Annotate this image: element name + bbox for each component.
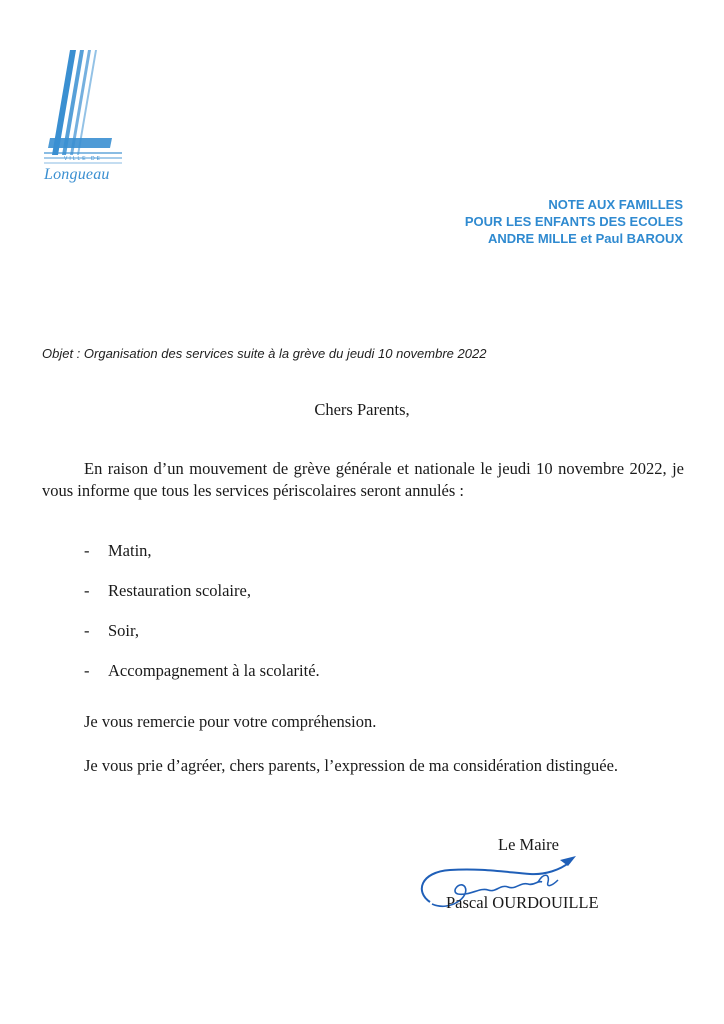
note-line: ANDRE MILLE et Paul BAROUX — [487, 231, 683, 246]
list-item: - Soir, — [84, 620, 320, 660]
list-item: - Accompagnement à la scolarité. — [84, 660, 320, 700]
letter-paragraph-3: Je vous prie d’agréer, chers parents, l’expression de ma considération distinguée. — [84, 756, 619, 775]
letter-paragraph-2: Je vous remercie pour votre compréhension. — [84, 712, 377, 731]
list-item: - Matin, — [84, 540, 320, 580]
logo-subtext: VILLE DE — [64, 156, 102, 162]
list-item-label: Matin, — [108, 541, 152, 560]
list-item-label: Restauration scolaire, — [108, 581, 251, 600]
list-item: - Restauration scolaire, — [84, 580, 320, 620]
list-item-label: Accompagnement à la scolarité. — [108, 661, 320, 680]
services-list — [84, 540, 320, 700]
letter-subject: Objet : Organisation des services suite à la grève du jeudi 10 novembre 2022 — [42, 346, 487, 361]
note-line: NOTE AUX FAMILLES — [548, 197, 683, 212]
letter-paragraph-1: En raison d’un mouvement de grève générale et nationale le jeudi 10 novembre 2022, je vous informe que tous les services périscolaires seront annulés : — [42, 459, 684, 500]
signatory-name: Pascal OURDOUILLE — [446, 893, 599, 912]
list-item-label: Soir, — [108, 621, 139, 640]
note-line: POUR LES ENFANTS DES ECOLES — [464, 214, 683, 229]
signatory-title: Le Maire — [498, 835, 559, 854]
note-header — [465, 196, 683, 247]
logo-text: Longueau — [44, 166, 110, 183]
letter-greeting: Chers Parents, — [314, 400, 410, 419]
